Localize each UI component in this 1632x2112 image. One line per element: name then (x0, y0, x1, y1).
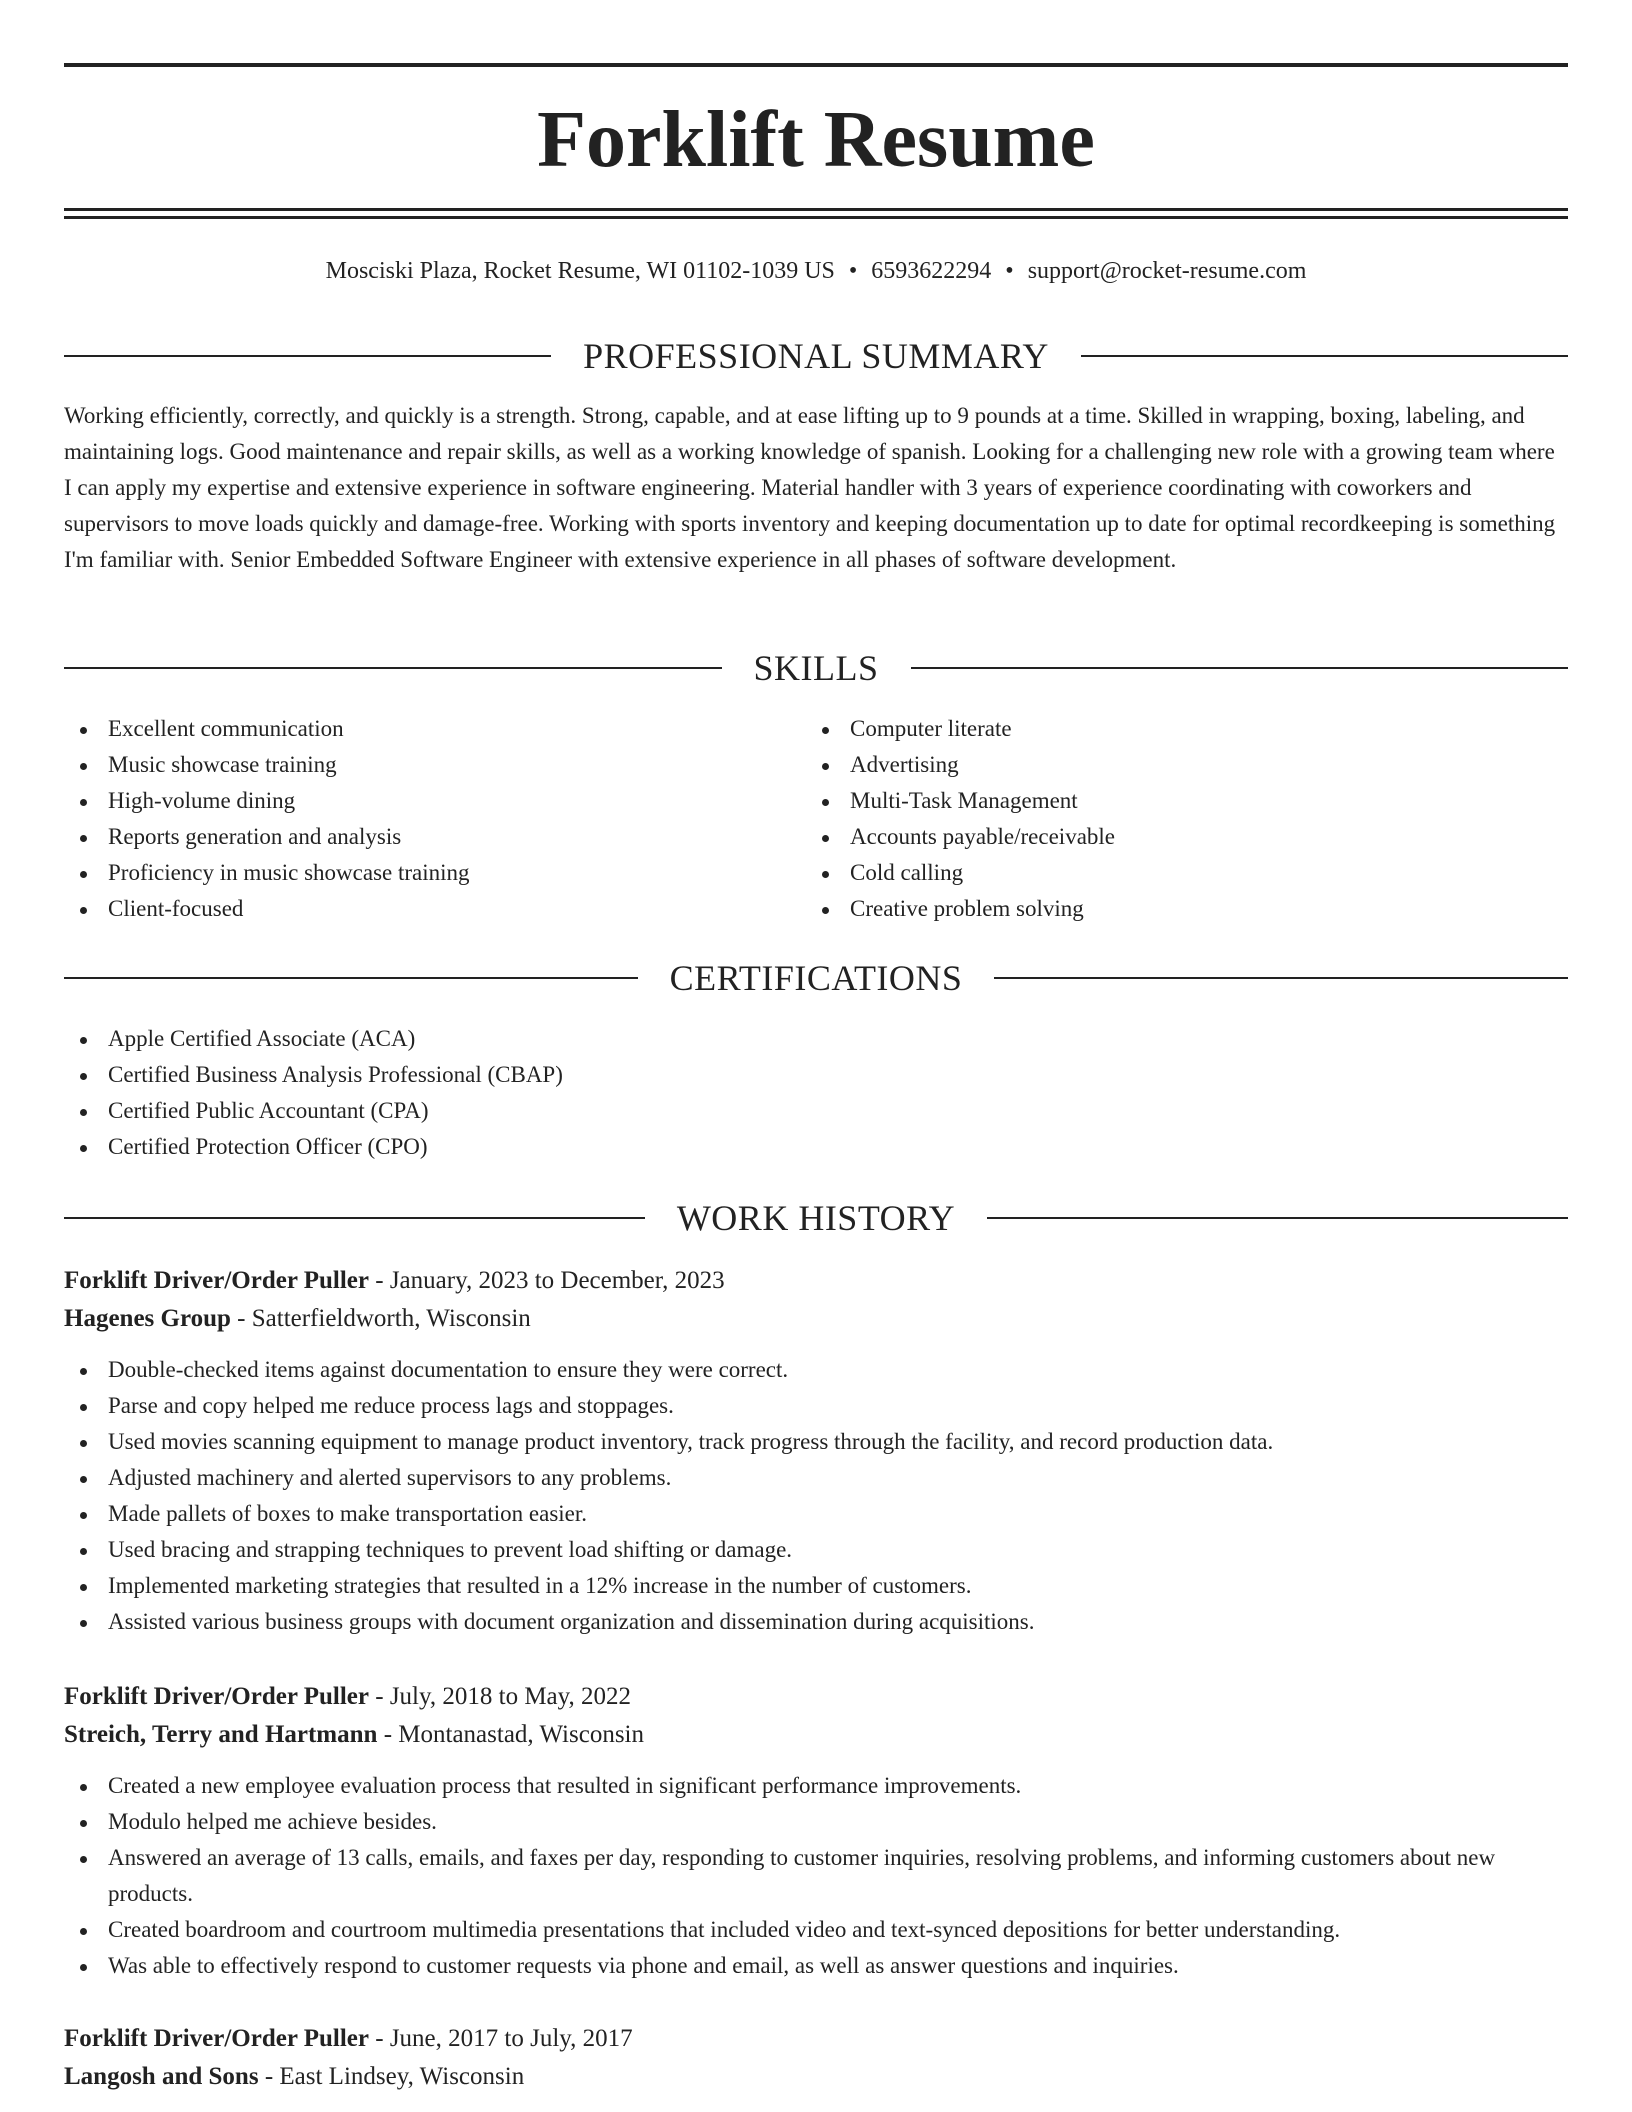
skill-item: Cold calling (806, 855, 1546, 891)
job-company: Langosh and Sons (64, 2063, 259, 2090)
section-title: WORK HISTORY (676, 1198, 956, 1238)
resume-title: Forklift Resume (537, 96, 1095, 184)
contact-line (64, 254, 1568, 288)
job-company: Hagenes Group (64, 1305, 231, 1332)
skill-item: Advertising (806, 747, 1546, 783)
skills-list-left (64, 711, 804, 927)
job-company-line (64, 2058, 1568, 2096)
skill-item: Accounts payable/receivable (806, 819, 1546, 855)
heading-rule (64, 667, 722, 669)
skill-item: Computer literate (806, 711, 1546, 747)
section-heading-certifications (64, 956, 1568, 1000)
job-bullet: Parse and copy helped me reduce process lags and stoppages. (64, 1388, 1568, 1424)
job-title-line (64, 1678, 1568, 1716)
contact-address: Mosciski Plaza, Rocket Resume, WI 01102-1039 US (325, 258, 835, 284)
summary-text: Working efficiently, correctly, and quickly is a strength. Strong, capable, and at ease lifting up to 9 pounds at a time. Skilled in wrapping, boxing, labeling, and maintaining logs. Good maintenance and repair skills, as well as a working knowledge of spanish. Looking for a challenging new role with a growing team where I can apply my expertise and extensive experience in software engineering. Material handler with 3 years of experience coordinating with coworkers and supervisors to move loads quickly and damage-free. Working with sports inventory and keeping documentation up to date for optimal recordkeeping is something I'm familiar with. Senior Embedded Software Engineer with extensive experience in all phases of software development. (64, 403, 1556, 572)
job-bullet: Was able to effectively respond to customer requests via phone and email, as well as answer questions and inquiries. (64, 1948, 1568, 1984)
job-bullet: Implemented marketing strategies that resulted in a 12% increase in the number of customers. (64, 1568, 1568, 1604)
skill-item: Client-focused (64, 891, 804, 927)
heading-rule (64, 977, 638, 979)
job-bullet: Made pallets of boxes to make transportation easier. (64, 1496, 1568, 1532)
job-company-line (64, 1716, 1568, 1754)
contact-separator: • (1005, 258, 1014, 284)
section-heading-skills (64, 646, 1568, 690)
job-title-line (64, 2020, 1568, 2058)
job-title-line (64, 1262, 1568, 1300)
heading-rule (911, 667, 1569, 669)
skill-item: Multi-Task Management (806, 783, 1546, 819)
certification-item: Certified Protection Officer (CPO) (64, 1129, 1568, 1165)
job-bullet: Created boardroom and courtroom multimedia presentations that included video and text-synced depositions for better understanding. (64, 1912, 1568, 1948)
heading-rule (64, 355, 551, 357)
job-entry (64, 1678, 1568, 1984)
certification-item: Certified Business Analysis Professional (CBAP) (64, 1057, 1568, 1093)
skill-item: Creative problem solving (806, 891, 1546, 927)
certifications-list (64, 1021, 1568, 1165)
job-company-line (64, 1300, 1568, 1338)
skill-item: Reports generation and analysis (64, 819, 804, 855)
job-title: Forklift Driver/Order Puller (64, 1683, 369, 1710)
job-location: - Montanastad, Wisconsin (377, 1721, 645, 1748)
heading-rule (987, 1217, 1568, 1219)
job-dates: - January, 2023 to December, 2023 (369, 1267, 725, 1294)
job-bullets (64, 1768, 1568, 1984)
job-bullet: Assisted various business groups with document organization and dissemination during acquisitions. (64, 1604, 1568, 1640)
section-title: SKILLS (753, 648, 879, 688)
contact-email[interactable]: support@rocket-resume.com (1027, 258, 1307, 284)
job-bullet: Modulo helped me achieve besides. (64, 1804, 1568, 1840)
certification-item: Certified Public Accountant (CPA) (64, 1093, 1568, 1129)
job-bullet: Double-checked items against documentation to ensure they were correct. (64, 1352, 1568, 1388)
job-title: Forklift Driver/Order Puller (64, 1267, 369, 1294)
job-dates: - June, 2017 to July, 2017 (369, 2025, 633, 2052)
skill-item: High-volume dining (64, 783, 804, 819)
section-title: CERTIFICATIONS (669, 958, 963, 998)
skill-item: Excellent communication (64, 711, 804, 747)
certification-item: Apple Certified Associate (ACA) (64, 1021, 1568, 1057)
job-bullet: Answered an average of 13 calls, emails, and faxes per day, responding to customer inquiries, resolving problems, and informing customers about new products. (64, 1840, 1568, 1912)
job-bullet: Used bracing and strapping techniques to prevent load shifting or damage. (64, 1532, 1568, 1568)
job-bullet: Used movies scanning equipment to manage product inventory, track progress through the facility, and record production data. (64, 1424, 1568, 1460)
heading-rule (1081, 355, 1568, 357)
skills-list-right (806, 711, 1546, 927)
section-title: PROFESSIONAL SUMMARY (583, 336, 1049, 376)
section-heading-work-history (64, 1196, 1568, 1240)
job-company: Streich, Terry and Hartmann (64, 1721, 378, 1748)
title-rule-upper (64, 208, 1568, 211)
job-title: Forklift Driver/Order Puller (64, 2025, 369, 2052)
job-bullet: Created a new employee evaluation process that resulted in significant performance improvements. (64, 1768, 1568, 1804)
job-location: - Satterfieldworth, Wisconsin (230, 1305, 531, 1332)
job-entry (64, 2020, 1568, 2096)
job-bullet: Adjusted machinery and alerted supervisors to any problems. (64, 1460, 1568, 1496)
contact-phone: 6593622294 (871, 258, 992, 284)
contact-separator: • (848, 258, 858, 284)
job-location: - East Lindsey, Wisconsin (258, 2063, 525, 2090)
heading-rule (994, 977, 1568, 979)
job-entry (64, 1262, 1568, 1640)
top-rule (64, 63, 1568, 67)
section-heading-summary (64, 334, 1568, 378)
skill-item: Proficiency in music showcase training (64, 855, 804, 891)
skill-item: Music showcase training (64, 747, 804, 783)
job-dates: - July, 2018 to May, 2022 (369, 1683, 632, 1710)
heading-rule (64, 1217, 645, 1219)
title-rule-lower (64, 216, 1568, 219)
job-bullets (64, 1352, 1568, 1640)
